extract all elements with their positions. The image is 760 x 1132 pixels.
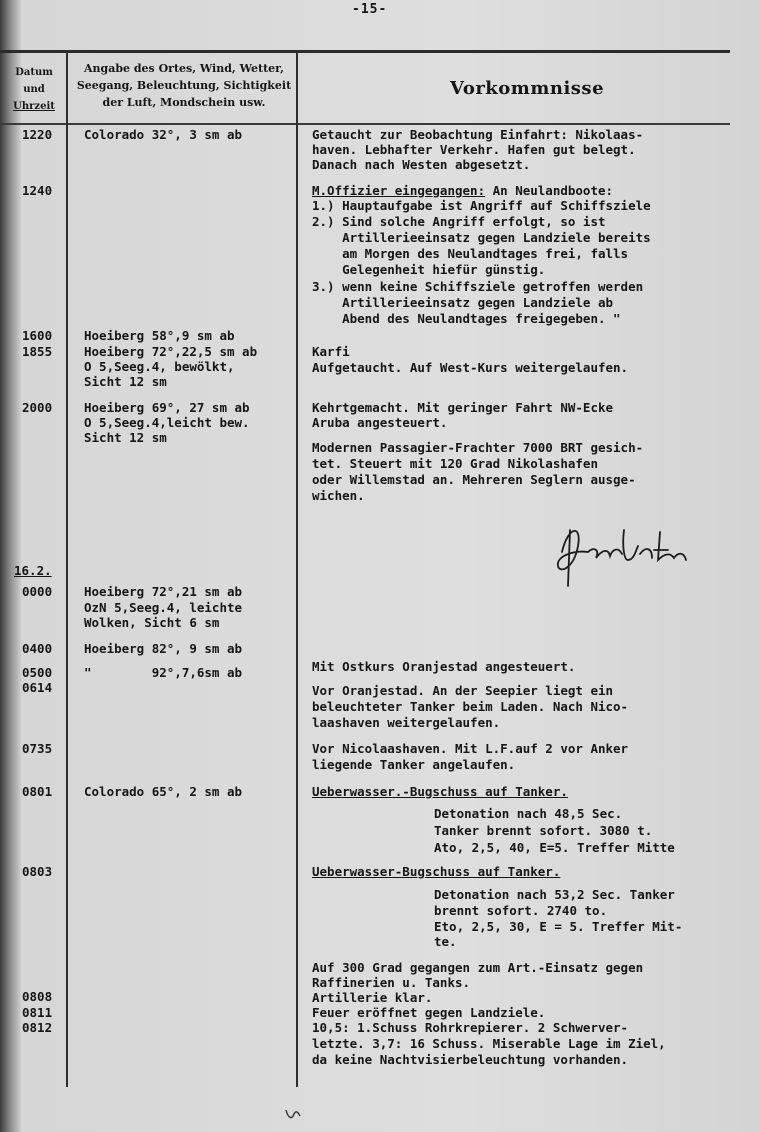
attack-detail: Ato, 2,5, 40, E=5. Treffer Mitte <box>434 840 675 855</box>
event-line: Kehrtgemacht. Mit geringer Fahrt NW-Ecke <box>312 400 614 415</box>
header-place-line-3: der Luft, Mondschein usw. <box>102 96 266 109</box>
attack-detail: Detonation nach 53,2 Sec. Tanker <box>434 887 675 902</box>
event-line: Aruba angesteuert. <box>312 415 448 430</box>
time-entry: 0735 <box>22 741 53 756</box>
event-line: wichen. <box>312 488 365 503</box>
attack-detail: Eto, 2,5, 30, E = 5. Treffer Mit- <box>434 919 683 934</box>
event-line: Feuer eröffnet gegen Landziele. <box>312 1005 546 1020</box>
header-date-line-1: Datum <box>15 67 53 78</box>
radio-message-heading: M.Offizier eingegangen: <box>312 183 486 198</box>
event-line: am Morgen des Neulandtages frei, falls <box>312 246 629 261</box>
pencil-mark <box>284 1106 304 1124</box>
header-top-rule <box>0 50 730 53</box>
weather-entry: OzN 5,Seeg.4, leichte <box>84 600 243 615</box>
event-line: Auf 300 Grad gegangen zum Art.-Einsatz gegen <box>312 960 644 975</box>
location-entry: Hoeiberg 72°,22,5 sm ab <box>84 344 258 359</box>
time-entry: 0811 <box>22 1005 53 1020</box>
location-entry: Colorado 32°, 3 sm ab <box>84 127 243 142</box>
time-entry: 0400 <box>22 641 53 656</box>
event-line: da keine Nachtvisierbeleuchtung vorhanden. <box>312 1052 629 1067</box>
event-line: Vor Oranjestad. An der Seepier liegt ein <box>312 683 614 698</box>
time-entry: 0000 <box>22 584 53 599</box>
event-line: haven. Lebhafter Verkehr. Hafen gut belegt. <box>312 142 636 157</box>
header-place-line-2: Seegang, Beleuchtung, Sichtigkeit <box>76 79 292 92</box>
attack-detail: te. <box>434 934 457 949</box>
event-line: Modernen Passagier-Frachter 7000 BRT gesich- <box>312 440 644 455</box>
event-line: Mit Ostkurs Oranjestad angesteuert. <box>312 659 576 674</box>
time-entry: 0801 <box>22 784 53 799</box>
header-date-line-3: Uhrzeit <box>13 101 55 112</box>
weather-entry: O 5,Seeg.4, bewölkt, <box>84 359 235 374</box>
time-entry: 1600 <box>22 328 53 343</box>
location-entry: Colorado 65°, 2 sm ab <box>84 784 243 799</box>
header-events: Vorkommnisse <box>450 78 605 99</box>
time-entry: 1220 <box>22 127 53 142</box>
weather-entry: Sicht 12 sm <box>84 430 167 445</box>
column-divider-date <box>66 52 68 1087</box>
header-date-time <box>6 64 62 115</box>
header-place-weather <box>72 60 296 111</box>
event-line: 3.) wenn keine Schiffsziele getroffen werden <box>312 279 644 294</box>
page-number: -15- <box>352 2 388 17</box>
time-entry: 0500 <box>22 665 53 680</box>
location-entry: Hoeiberg 69°, 27 sm ab <box>84 400 250 415</box>
event-line: Artillerie klar. <box>312 990 433 1005</box>
attack-detail: brennt sofort. 2740 to. <box>434 903 608 918</box>
attack-heading: Ueberwasser-Bugschuss auf Tanker. <box>312 864 561 879</box>
location-entry: Hoeiberg 82°, 9 sm ab <box>84 641 243 656</box>
time-entry: 0803 <box>22 864 53 879</box>
event-line: Abend des Neulandtages freigegeben. " <box>312 311 621 326</box>
time-entry: 1855 <box>22 344 53 359</box>
radio-message-recipient: An Neulandboote: <box>485 183 614 198</box>
event-line: 10,5: 1.Schuss Rohrkrepierer. 2 Schwerver- <box>312 1020 629 1035</box>
event-line: letzte. 3,7: 16 Schuss. Miserable Lage im Ziel, <box>312 1036 666 1051</box>
event-line: oder Willemstad an. Mehreren Seglern ausge- <box>312 472 636 487</box>
date-entry: 16.2. <box>14 563 52 578</box>
event-line: 1.) Hauptaufgabe ist Angriff auf Schiffsziele <box>312 198 651 213</box>
attack-heading: Ueberwasser.-Bugschuss auf Tanker. <box>312 784 568 799</box>
event-line: Artillerieeinsatz gegen Landziele ab <box>312 295 614 310</box>
event-line: beleuchteter Tanker beim Laden. Nach Nico- <box>312 699 629 714</box>
header-place-line-1: Angabe des Ortes, Wind, Wetter, <box>83 62 285 75</box>
event-line: Danach nach Westen abgesetzt. <box>312 157 531 172</box>
event-line: Gelegenheit hiefür günstig. <box>312 262 546 277</box>
attack-detail: Detonation nach 48,5 Sec. <box>434 806 623 821</box>
weather-entry: Wolken, Sicht 6 sm <box>84 615 220 630</box>
time-entry: 2000 <box>22 400 53 415</box>
time-entry: 1240 <box>22 183 53 198</box>
commander-signature <box>548 516 698 588</box>
event-line: tet. Steuert mit 120 Grad Nikolashafen <box>312 456 598 471</box>
weather-entry: O 5,Seeg.4,leicht bew. <box>84 415 250 430</box>
event-line <box>312 183 613 198</box>
event-line: laashaven weitergelaufen. <box>312 715 501 730</box>
location-entry: Hoeiberg 72°,21 sm ab <box>84 584 243 599</box>
event-line: liegende Tanker angelaufen. <box>312 757 516 772</box>
weather-entry: Sicht 12 sm <box>84 374 167 389</box>
time-entry: 0808 <box>22 989 53 1004</box>
event-line: Aufgetaucht. Auf West-Kurs weitergelaufen. <box>312 360 629 375</box>
time-entry: 0812 <box>22 1020 53 1035</box>
event-line: 2.) Sind solche Angriff erfolgt, so ist <box>312 214 606 229</box>
location-entry: " 92°,7,6sm ab <box>84 665 243 680</box>
location-entry: Hoeiberg 58°,9 sm ab <box>84 328 235 343</box>
event-line: Karfi <box>312 344 350 359</box>
column-divider-place <box>296 52 298 1087</box>
event-line: Raffinerien u. Tanks. <box>312 975 471 990</box>
event-line: Getaucht zur Beobachtung Einfahrt: Nikolaas- <box>312 127 644 142</box>
header-date-line-2: und <box>23 84 45 95</box>
event-line: Artillerieeinsatz gegen Landziele bereits <box>312 230 651 245</box>
event-line: Vor Nicolaashaven. Mit L.F.auf 2 vor Anker <box>312 741 629 756</box>
attack-detail: Tanker brennt sofort. 3080 t. <box>434 823 653 838</box>
header-bottom-rule <box>0 123 730 125</box>
time-entry: 0614 <box>22 680 53 695</box>
